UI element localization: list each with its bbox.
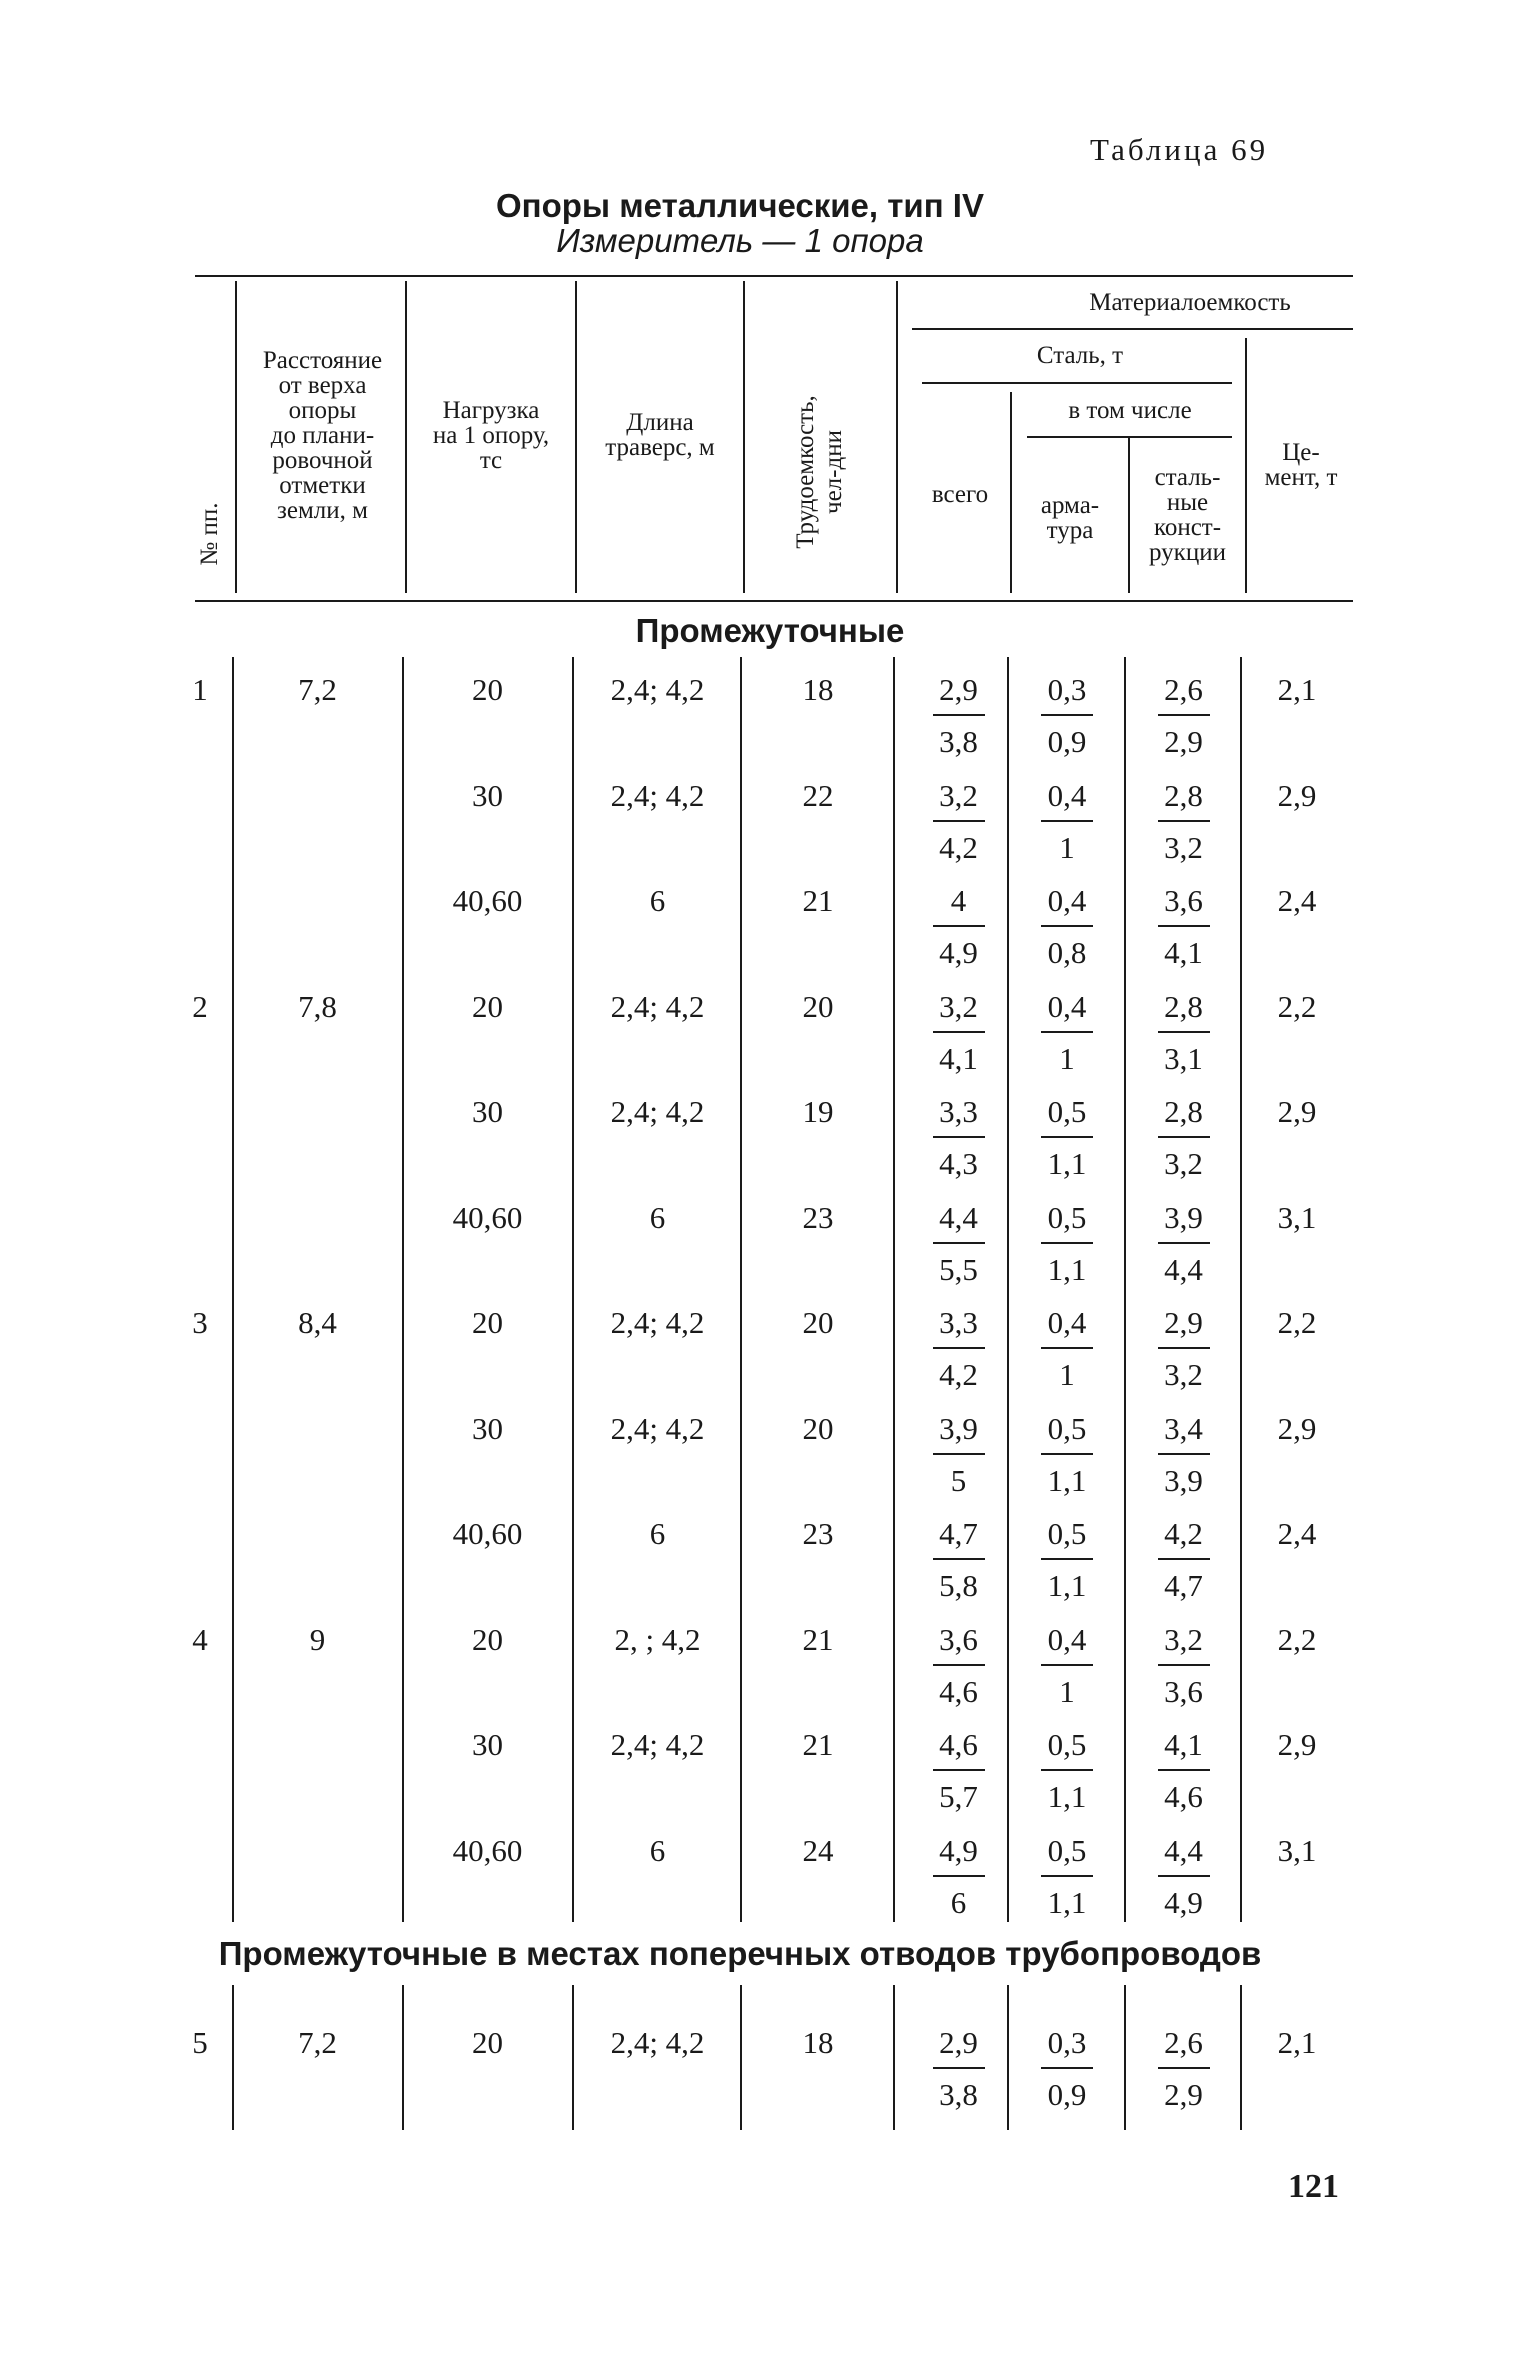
cell-cement: 2,9 — [1277, 1727, 1317, 1762]
cell-steel_b: 3,2 — [1164, 829, 1203, 865]
body-vline-2 — [402, 657, 404, 1922]
cell-rebar_b: 1,1 — [1047, 1146, 1087, 1181]
cell-steel_b: 4,1 — [1164, 935, 1203, 970]
cell-cement: 2,9 — [1277, 1094, 1317, 1129]
fraction-bar — [933, 1136, 985, 1138]
cell-total_b: 5 — [950, 1462, 967, 1498]
cell-rebar_b: 1,1 — [1047, 1779, 1087, 1814]
fraction-bar — [933, 1875, 985, 1877]
cell-rebar_a: 0,5 — [1047, 1727, 1087, 1762]
col-num-header: № пп. — [196, 502, 223, 566]
table-top-rule — [195, 275, 1353, 277]
section-branch: Промежуточные в местах поперечных отводов трубопроводов — [218, 1935, 1262, 1972]
cell-rebar_b: 0,8 — [1047, 935, 1087, 970]
cell-rebar_b: 1 — [1059, 1357, 1075, 1392]
cell-load: 20 — [472, 2025, 503, 2060]
fraction-bar — [933, 2067, 985, 2069]
cell-total_b: 4,6 — [939, 1673, 978, 1709]
cell-rebar_b: 1,1 — [1047, 1568, 1087, 1603]
including-header: в том числе — [1068, 397, 1192, 424]
cell-rebar_a: 0,5 — [1047, 1516, 1087, 1551]
cell-labor: 20 — [802, 988, 834, 1024]
cell-rebar_a: 0,4 — [1047, 1621, 1087, 1657]
cell-labor: 23 — [802, 1199, 834, 1235]
cell-labor: 18 — [802, 2025, 834, 2060]
cell-rebar_a: 0,3 — [1047, 672, 1087, 707]
materials-header: Материалоемкость — [1089, 289, 1291, 316]
cell-num: 3 — [192, 1305, 208, 1340]
cell-steel_b: 3,9 — [1164, 1462, 1203, 1498]
cell-rebar_a: 0,4 — [1047, 777, 1087, 813]
fraction-bar — [933, 925, 985, 927]
cell-cement: 2,2 — [1277, 988, 1317, 1024]
cell-total_b: 3,8 — [939, 2077, 978, 2112]
cell-num: 4 — [192, 1621, 208, 1657]
body2-vline-6 — [1007, 1985, 1009, 2130]
cell-cement: 2,4 — [1277, 1516, 1317, 1551]
fraction-bar — [933, 1769, 985, 1771]
cell-len: 2,4; 4,2 — [610, 777, 705, 813]
cell-steel_b: 3,1 — [1164, 1040, 1203, 1076]
cell-cement: 3,1 — [1277, 1199, 1317, 1235]
fraction-bar — [1041, 1875, 1093, 1877]
cell-steel_b: 3,2 — [1164, 1146, 1203, 1181]
cell-total_b: 4,1 — [939, 1040, 978, 1076]
cell-total_a: 3,3 — [939, 1094, 978, 1129]
cell-labor: 24 — [802, 1832, 834, 1868]
cell-steel_a: 2,8 — [1164, 988, 1203, 1024]
cell-rebar_a: 0,4 — [1047, 883, 1087, 918]
steel-rule — [922, 382, 1232, 384]
cell-len: 2,4; 4,2 — [610, 1305, 705, 1340]
body2-vline-4 — [740, 1985, 742, 2130]
fraction-bar — [933, 1242, 985, 1244]
cell-steel_a: 2,6 — [1164, 672, 1203, 707]
fraction-bar — [1158, 1453, 1210, 1455]
fraction-bar — [1158, 1769, 1210, 1771]
cell-steel_b: 2,9 — [1164, 724, 1203, 759]
cell-rebar_b: 1,1 — [1047, 1462, 1087, 1498]
fraction-bar — [933, 1347, 985, 1349]
body2-vline-1 — [232, 1985, 234, 2130]
cell-rebar_a: 0,4 — [1047, 988, 1087, 1024]
col-distance-header: Расстояние от верха опоры до плани- ровочной отметки земли, м — [262, 347, 383, 524]
cell-len: 6 — [649, 1199, 666, 1235]
cell-num: 2 — [192, 988, 208, 1024]
cell-total_b: 3,8 — [939, 724, 978, 759]
cell-cement: 2,9 — [1277, 777, 1317, 813]
cell-steel_a: 3,6 — [1164, 883, 1203, 918]
body-vline-1 — [232, 657, 234, 1922]
cell-steel_b: 4,7 — [1164, 1568, 1203, 1603]
cell-load: 40,60 — [452, 883, 523, 918]
cell-rebar_a: 0,5 — [1047, 1832, 1087, 1868]
cell-cement: 3,1 — [1277, 1832, 1317, 1868]
cell-total_b: 4,2 — [939, 1357, 978, 1392]
cell-steel_b: 3,2 — [1164, 1357, 1203, 1392]
cell-total_a: 2,9 — [939, 2025, 978, 2060]
page-subtitle: Измеритель — 1 опора — [556, 222, 924, 259]
page-title: Опоры металлические, тип IV — [496, 187, 984, 224]
fraction-bar — [1041, 1136, 1093, 1138]
cell-load: 20 — [472, 1621, 503, 1657]
fraction-bar — [1041, 1769, 1093, 1771]
cell-load: 30 — [472, 1410, 503, 1446]
cell-rebar_a: 0,5 — [1047, 1199, 1087, 1235]
cell-total_b: 4,3 — [939, 1146, 978, 1181]
rebar-header: арма- тура — [1040, 492, 1100, 544]
cell-total_a: 4,6 — [939, 1727, 978, 1762]
fraction-bar — [1158, 2067, 1210, 2069]
fraction-bar — [933, 1558, 985, 1560]
fraction-bar — [1041, 1031, 1093, 1033]
cell-steel_a: 4,2 — [1164, 1516, 1203, 1551]
cell-num: 1 — [192, 672, 208, 707]
hdr-vline-1 — [235, 281, 237, 593]
fraction-bar — [933, 1664, 985, 1666]
cell-total_a: 3,9 — [939, 1410, 978, 1446]
cell-num: 5 — [192, 2025, 208, 2060]
cell-steel_a: 4,4 — [1164, 1832, 1203, 1868]
cell-cement: 2,2 — [1277, 1621, 1317, 1657]
cell-load: 40,60 — [452, 1832, 523, 1868]
header-bottom-rule — [195, 600, 1353, 602]
fraction-bar — [1041, 1558, 1093, 1560]
cell-total_b: 4,9 — [939, 935, 978, 970]
fraction-bar — [1158, 1875, 1210, 1877]
cell-total_a: 4,7 — [939, 1516, 978, 1551]
col-load-header: Нагрузка на 1 опору, тс — [432, 397, 550, 474]
cell-steel_a: 4,1 — [1164, 1727, 1203, 1762]
cell-dist: 9 — [309, 1621, 326, 1657]
cell-rebar_a: 0,4 — [1047, 1305, 1087, 1340]
cell-total_a: 3,6 — [939, 1621, 978, 1657]
fraction-bar — [1041, 820, 1093, 822]
cell-steel_b: 4,9 — [1164, 1884, 1203, 1920]
cement-header: Це- мент, т — [1264, 439, 1338, 491]
cell-load: 30 — [472, 1727, 503, 1762]
cell-steel_b: 3,6 — [1164, 1673, 1203, 1709]
cell-len: 2,4; 4,2 — [610, 1410, 705, 1446]
fraction-bar — [1041, 1664, 1093, 1666]
fraction-bar — [1158, 925, 1210, 927]
cell-steel_b: 4,6 — [1164, 1779, 1203, 1814]
cell-total_a: 4 — [950, 883, 967, 918]
cell-len: 6 — [649, 1832, 666, 1868]
table-label: Таблица 69 — [1090, 132, 1269, 167]
cell-steel_a: 2,8 — [1164, 1094, 1203, 1129]
cell-total_a: 4,9 — [939, 1832, 978, 1868]
cell-total_b: 5,5 — [939, 1251, 978, 1287]
page-number: 121 — [1288, 2168, 1339, 2205]
fraction-bar — [1158, 1558, 1210, 1560]
body2-vline-7 — [1124, 1985, 1126, 2130]
cell-len: 6 — [649, 1516, 666, 1551]
cell-steel_a: 2,9 — [1164, 1305, 1203, 1340]
cell-total_a: 3,2 — [939, 988, 978, 1024]
cell-len: 6 — [649, 883, 666, 918]
body-vline-6 — [1007, 657, 1009, 1922]
cell-labor: 19 — [802, 1094, 834, 1129]
cell-labor: 20 — [802, 1305, 834, 1340]
body-vline-3 — [572, 657, 574, 1922]
cell-cement: 2,4 — [1277, 883, 1317, 918]
cell-cement: 2,9 — [1277, 1410, 1317, 1446]
cell-rebar_a: 0,3 — [1047, 2025, 1087, 2060]
fraction-bar — [1158, 820, 1210, 822]
cell-load: 20 — [472, 1305, 503, 1340]
fraction-bar — [1158, 1664, 1210, 1666]
cell-steel_a: 3,4 — [1164, 1410, 1203, 1446]
cell-rebar_b: 1,1 — [1047, 1884, 1087, 1920]
cell-dist: 7,2 — [298, 672, 337, 707]
cell-steel_a: 3,2 — [1164, 1621, 1203, 1657]
cell-labor: 20 — [802, 1410, 834, 1446]
cell-total_a: 3,2 — [939, 777, 978, 813]
cell-dist: 7,8 — [298, 988, 337, 1024]
fraction-bar — [1158, 1347, 1210, 1349]
cell-rebar_b: 1 — [1059, 1673, 1075, 1709]
fraction-bar — [1041, 925, 1093, 927]
fraction-bar — [1041, 1453, 1093, 1455]
cell-len: 2,4; 4,2 — [610, 988, 705, 1024]
cell-rebar_b: 0,9 — [1047, 2077, 1087, 2112]
cell-total_b: 4,2 — [939, 829, 978, 865]
cell-total_a: 4,4 — [939, 1199, 978, 1235]
cell-labor: 21 — [802, 1727, 834, 1762]
cell-labor: 21 — [802, 883, 834, 918]
fraction-bar — [933, 820, 985, 822]
cell-total_b: 5,8 — [939, 1568, 978, 1603]
cell-steel_b: 2,9 — [1164, 2077, 1203, 2112]
cell-labor: 21 — [802, 1621, 834, 1657]
cell-load: 30 — [472, 1094, 503, 1129]
cell-cement: 2,1 — [1277, 2025, 1317, 2060]
fraction-bar — [1158, 714, 1210, 716]
fraction-bar — [1041, 1347, 1093, 1349]
cell-rebar_a: 0,5 — [1047, 1410, 1087, 1446]
fraction-bar — [1158, 1242, 1210, 1244]
cell-len: 2,4; 4,2 — [610, 2025, 705, 2060]
fraction-bar — [1041, 1242, 1093, 1244]
cell-len: 2,4; 4,2 — [610, 672, 705, 707]
cell-labor: 22 — [802, 777, 834, 813]
cell-steel_a: 2,8 — [1164, 777, 1203, 813]
cell-total_b: 5,7 — [939, 1779, 978, 1814]
cell-load: 40,60 — [452, 1199, 523, 1235]
cell-len: 2,4; 4,2 — [610, 1094, 705, 1129]
col-length-header: Длина траверс, м — [605, 409, 715, 461]
fraction-bar — [933, 714, 985, 716]
body-vline-4 — [740, 657, 742, 1922]
col-labor-header: Трудоемкость, чел-дни — [792, 395, 847, 549]
cell-total_a: 3,3 — [939, 1305, 978, 1340]
cell-steel_b: 4,4 — [1164, 1251, 1203, 1287]
cell-load: 30 — [472, 777, 503, 813]
cell-total_a: 2,9 — [939, 672, 978, 707]
cell-cement: 2,1 — [1277, 672, 1317, 707]
cell-dist: 7,2 — [298, 2025, 337, 2060]
cell-steel_a: 2,6 — [1164, 2025, 1203, 2060]
fraction-bar — [1041, 2067, 1093, 2069]
body-vline-7 — [1124, 657, 1126, 1922]
steel-header: Сталь, т — [1036, 342, 1124, 369]
cell-dist: 8,4 — [298, 1305, 337, 1340]
cell-rebar_b: 1 — [1059, 829, 1075, 865]
cell-rebar_b: 0,9 — [1047, 724, 1087, 759]
cell-len: 2,4; 4,2 — [610, 1727, 705, 1762]
cell-labor: 23 — [802, 1516, 834, 1551]
cell-labor: 18 — [802, 672, 834, 707]
fraction-bar — [933, 1453, 985, 1455]
body2-vline-5 — [893, 1985, 895, 2130]
cell-rebar_b: 1,1 — [1047, 1251, 1087, 1287]
cell-load: 20 — [472, 988, 503, 1024]
cell-steel_a: 3,9 — [1164, 1199, 1203, 1235]
cell-load: 20 — [472, 672, 503, 707]
cell-rebar_a: 0,5 — [1047, 1094, 1087, 1129]
body-vline-5 — [893, 657, 895, 1922]
cell-len: 2, ; 4,2 — [614, 1621, 701, 1657]
hdr-vline-5 — [896, 281, 898, 593]
steel-struct-header: сталь- ные конст- рукции — [1149, 464, 1226, 566]
cell-cement: 2,2 — [1277, 1305, 1317, 1340]
total-header: всего — [931, 481, 989, 508]
materials-rule — [912, 328, 1353, 330]
fraction-bar — [1158, 1136, 1210, 1138]
body2-vline-2 — [402, 1985, 404, 2130]
fraction-bar — [933, 1031, 985, 1033]
fraction-bar — [1041, 714, 1093, 716]
fraction-bar — [1158, 1031, 1210, 1033]
cell-total_b: 6 — [950, 1884, 967, 1920]
section-intermediate: Промежуточные — [635, 612, 905, 649]
hdr-vline-4 — [743, 281, 745, 593]
cell-rebar_b: 1 — [1059, 1040, 1075, 1076]
body2-vline-3 — [572, 1985, 574, 2130]
cell-load: 40,60 — [452, 1516, 523, 1551]
